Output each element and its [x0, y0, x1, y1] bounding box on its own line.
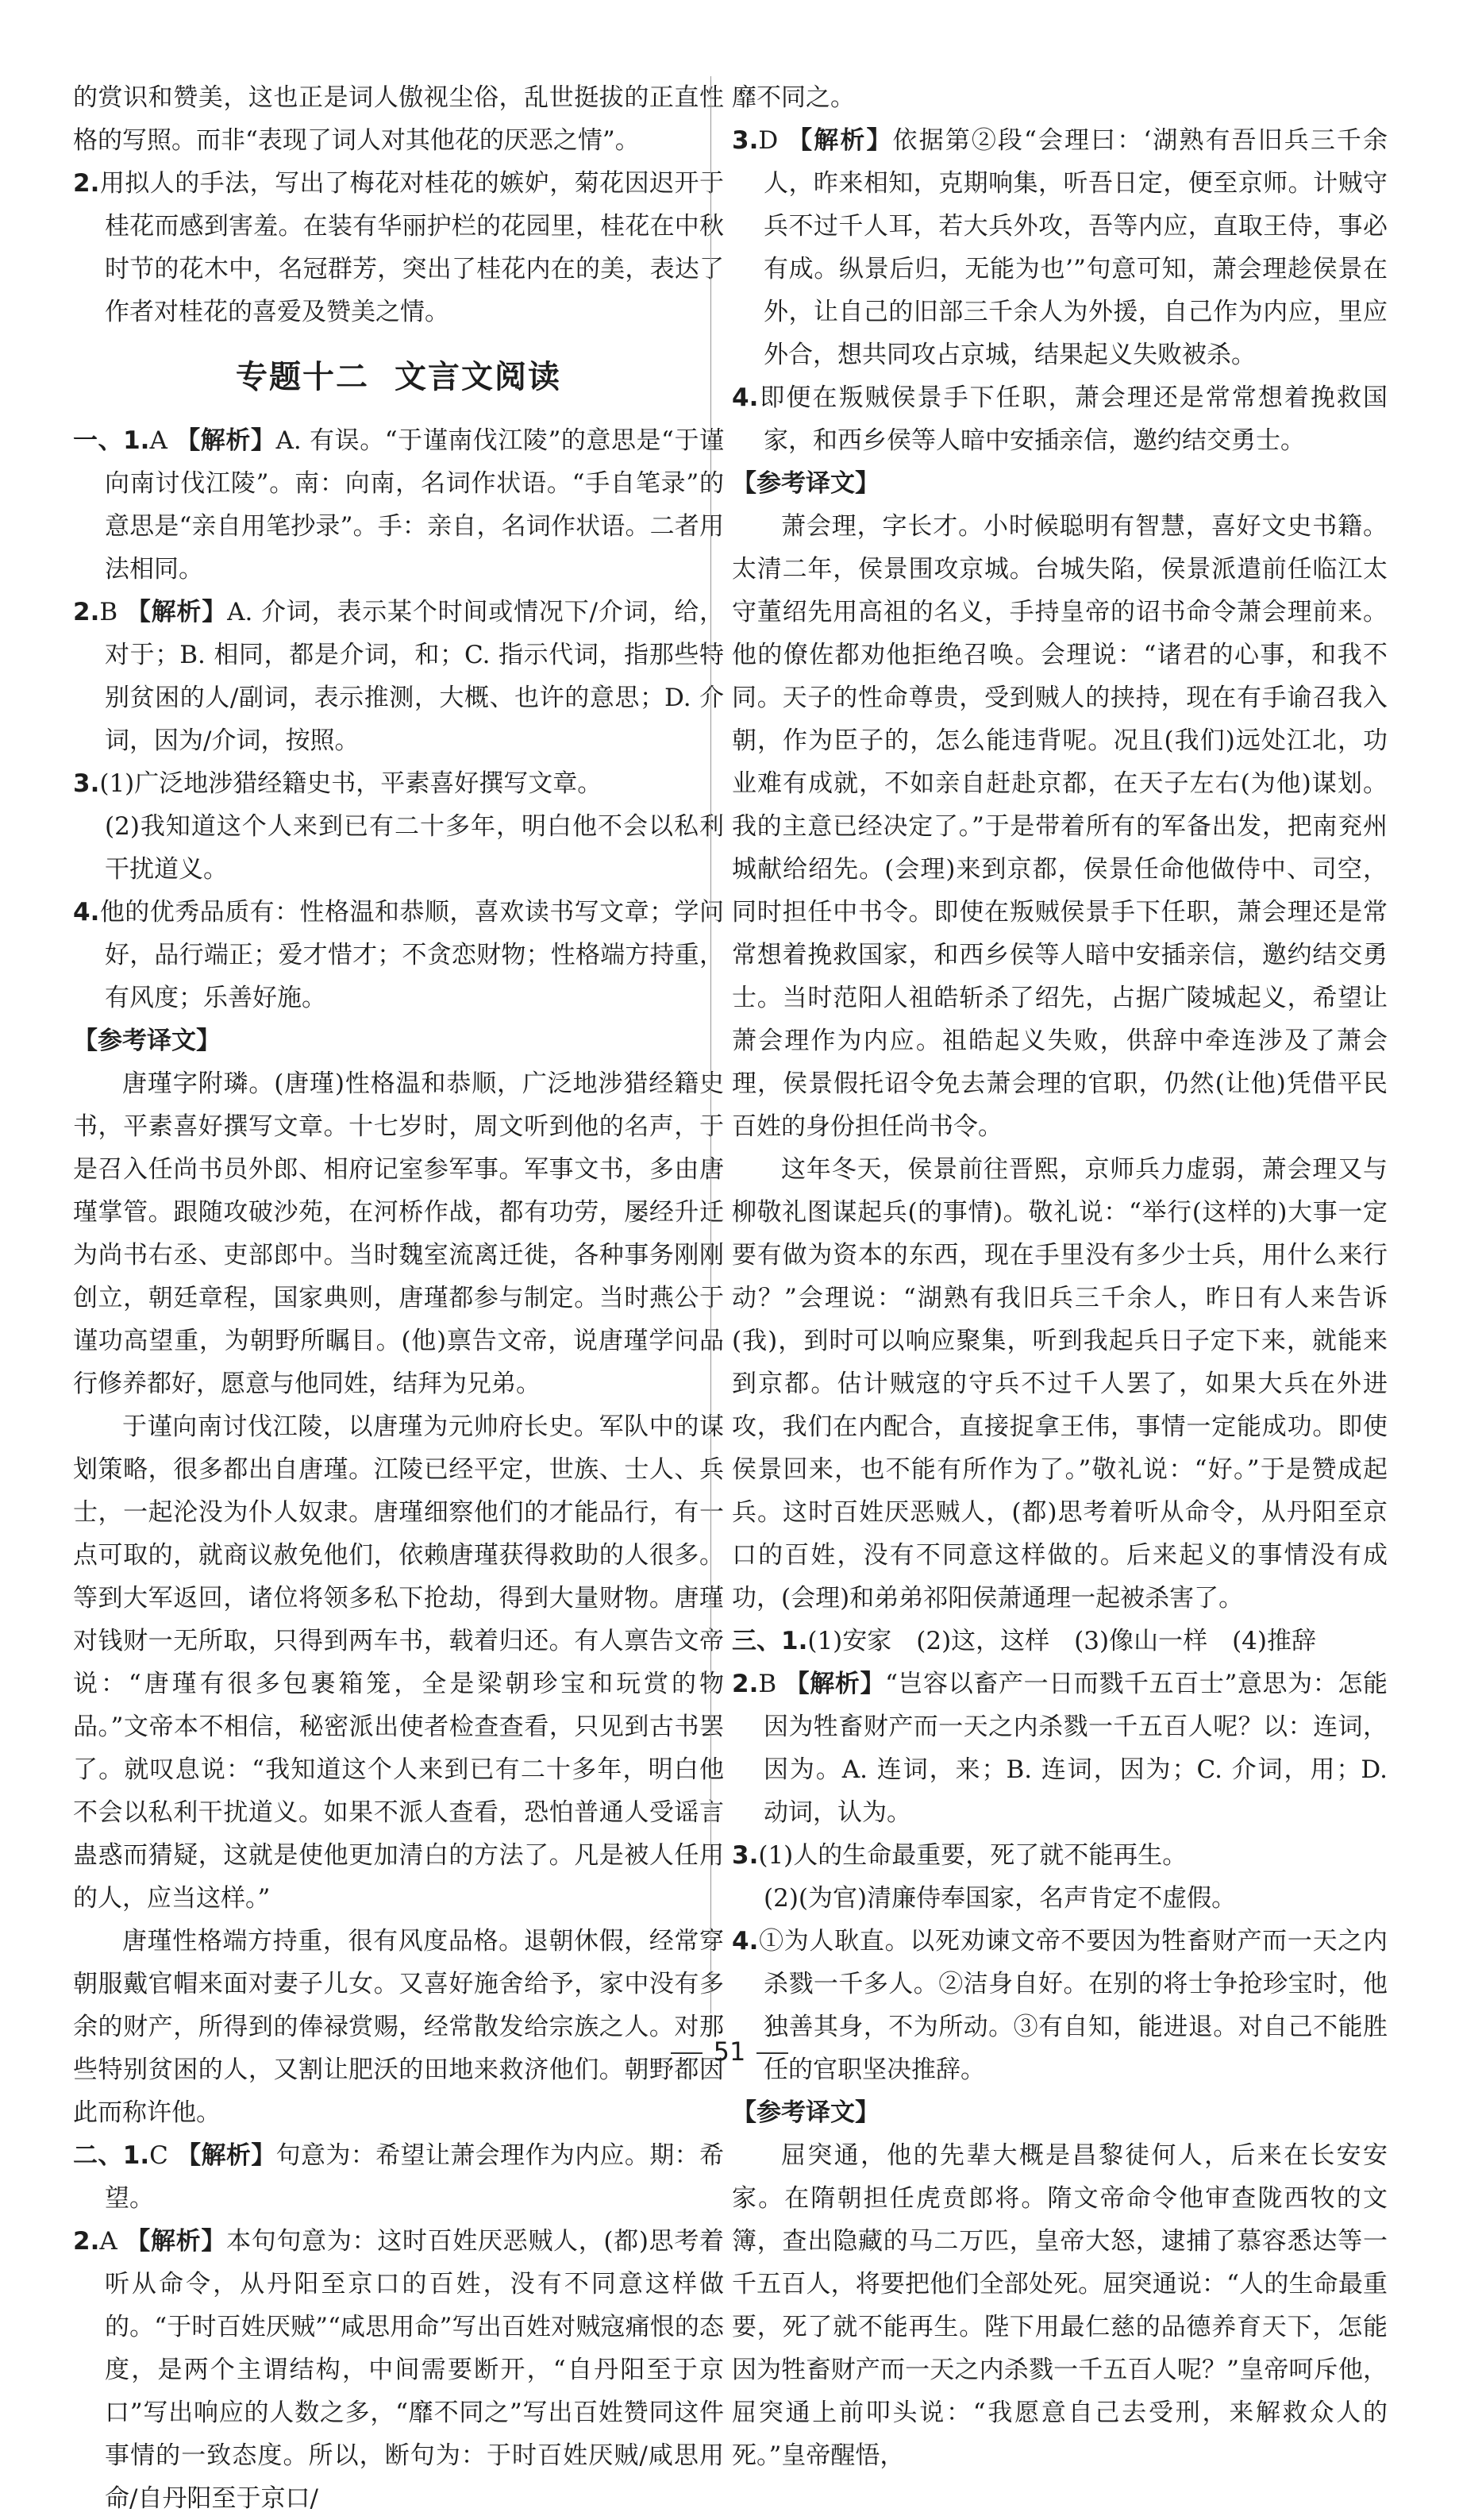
answer-choice: A — [149, 426, 167, 455]
continued-answer-text: 靡不同之。 — [732, 83, 855, 112]
answer-text: 即便在叛贼侯景手下任职，萧会理还是常常想着挽救国家，和西乡侯等人暗中安插亲信，邀约结交勇士。 — [758, 383, 1388, 455]
reference-translation-title: 【参考译文】 — [732, 469, 880, 498]
analysis-tag: 【解析】 — [784, 1670, 886, 1698]
item-number: 二、1. — [73, 2141, 150, 2170]
answer-choice: B — [758, 1670, 777, 1698]
reference-translation-title: 【参考译文】 — [73, 1027, 221, 1055]
answer-item — [732, 1620, 1388, 1663]
item-number: 3. — [73, 769, 100, 798]
answer-subitem: (2)(为官)清廉侍奉国家，名声肯定不虚假。 — [764, 1884, 1237, 1913]
item-number: 4. — [732, 383, 759, 412]
answer-item — [732, 1663, 1388, 1834]
page-number-dash — [671, 2052, 703, 2054]
answer-choice: B — [99, 598, 118, 626]
section-title-topic: 文言文阅读 — [395, 359, 561, 395]
answer-text: (1)人的生命最重要，死了就不能再生。 — [758, 1841, 1188, 1870]
answer-item — [73, 2220, 724, 2520]
section-title — [73, 356, 724, 399]
reference-translation-title: 【参考译文】 — [732, 2098, 880, 2127]
answer-text: 他的优秀品质有：性格温和恭顺，喜欢读书写文章；学问好，品行端正；爱才惜才；不贪恋财物；性格端方持重，有风度；乐善好施。 — [99, 898, 724, 1012]
answer-text: (1)安家 (2)这，这样 (3)像山一样 (4)推辞 — [807, 1627, 1317, 1655]
translation-paragraph: 唐瑾字附璘。(唐瑾)性格温和恭顺，广泛地涉猎经籍史书，平素喜好撰写文章。十七岁时，周文听到他的名声，于是召入任尚书员外郎、相府记室参军事。军事文书，多由唐瑾掌管。跟随攻破沙苑，在河桥作战，都有功劳，屡经升迁为尚书右丞、吏部郎中。当时魏室流离迁徙，各种事务刚刚创立，朝廷章程，国家典则，唐瑾都参与制定。当时燕公于谨功高望重，为朝野所瞩目。(他)禀告文帝，说唐瑾学问品行修养都好，愿意与他同姓，结拜为兄弟。 — [73, 1069, 724, 1398]
answer-text: ①为人耿直。以死劝谏文帝不要因为牲畜财产而一天之内杀戮一千多人。②洁身自好。在别的将士争抢珍宝时，他独善其身，不为所动。③有自知，能进退。对自己不能胜任的官职坚决推辞。 — [758, 1927, 1388, 2084]
answer-item — [73, 419, 724, 591]
item-number: 2. — [73, 598, 100, 626]
analysis-tag: 【解析】 — [125, 2227, 227, 2256]
answer-text: 用拟人的手法，写出了梅花对桂花的嫉妒，菊花因迟开于桂花而感到害羞。在装有华丽护栏的花园里，桂花在中秋时节的花木中，名冠群芳，突出了桂花内在的美，表达了作者对桂花的喜爱及赞美之情。 — [99, 169, 724, 326]
answer-item — [73, 891, 724, 1019]
answer-text: 本句句意为：这时百姓厌恶贼人，(都)思考着听从命令，从丹阳至京口的百姓，没有不同意这样做的。“于时百姓厌贼”“咸思用命”写出百姓对贼寇痛恨的态度，是两个主谓结构，中间需要断开，“自丹阳至于京口”写出响应的人数之多，“靡不同之”写出百姓赞同这件事情的一致态度。所以，断句为：于时百姓厌贼/咸思用命/自丹阳至于京口/ — [105, 2227, 725, 2513]
page-number — [0, 2036, 1459, 2067]
item-number: 3. — [732, 1841, 759, 1870]
translation-paragraph: 屈突通，他的先辈大概是昌黎徒何人，后来在长安安家。在隋朝担任虎贲郎将。隋文帝命令他审查陇西牧的文簿，查出隐藏的马二万匹，皇帝大怒，逮捕了慕容悉达等一千五百人，将要把他们全部处死。屈突通说：“人的生命最重要，死了就不能再生。陛下用最仁慈的品德养育天下，怎能因为牲畜财产而一天之内杀戮一千五百人呢？”皇帝呵斥他，屈突通上前叩头说：“我愿意自己去受刑，来解救众人的死。”皇帝醒悟， — [732, 2141, 1388, 2470]
translation-paragraph: 萧会理，字长才。小时候聪明有智慧，喜好文史书籍。太清二年，侯景围攻京城。台城失陷，侯景派遣前任临江太守董绍先用高祖的名义，手持皇帝的诏书命令萧会理前来。他的僚佐都劝他拒绝召唤。会理说：“诸君的心事，和我不同。天子的性命尊贵，受到贼人的挟持，现在有手谕召我入朝，作为臣子的，怎么能违背呢。况且(我们)远处江北，功业难有成就，不如亲自赶赴京都，在天子左右(为他)谋划。我的主意已经决定了。”于是带着所有的军备出发，把南兖州城献给绍先。(会理)来到京都，侯景任命他做侍中、司空，同时担任中书令。即使在叛贼侯景手下任职，萧会理还是常常想着挽救国家，和西乡侯等人暗中安插亲信，邀约结交勇士。当时范阳人祖皓斩杀了绍先，占据广陵城起义，希望让萧会理作为内应。祖皓起义失败，供辞中牵连涉及了萧会理，侯景假托诏令免去萧会理的官职，仍然(让他)凭借平民百姓的身份担任尚书令。 — [732, 512, 1388, 1141]
page-number-dash — [756, 2052, 788, 2054]
continued-answer-text: 的赏识和赞美，这也正是词人傲视尘俗，乱世挺拔的正直性格的写照。而非“表现了词人对其他花的厌恶之情”。 — [73, 83, 724, 155]
translation-paragraph: 唐瑾性格端方持重，很有风度品格。退朝休假，经常穿朝服戴官帽来面对妻子儿女。又喜好施舍给予，家中没有多余的财产，所得到的俸禄赏赐，经常散发给宗族之人。对那些特别贫困的人，又割让肥沃的田地来救济他们。朝野都因此而称许他。 — [73, 1927, 724, 2127]
answer-text: A. 介词，表示某个时间或情况下/介词，给，对于；B. 相同，都是介词，和；C. 指示代词，指那些特别贫困的人/副词，表示推测，大概、也许的意思；D. 介词，因为/介词，按照。 — [105, 598, 725, 755]
answer-item — [732, 119, 1388, 376]
answer-text: A. 有误。“于谨南伐江陵”的意思是“于谨向南讨伐江陵”。南：向南，名词作状语。“手自笔录”的意思是“亲自用笔抄录”。手：亲自，名词作状语。二者用法相同。 — [105, 426, 724, 584]
analysis-tag: 【解析】 — [125, 598, 228, 626]
answer-item — [73, 591, 724, 762]
item-number: 2. — [73, 169, 100, 198]
answer-choice: A — [99, 2227, 117, 2256]
answer-text: 依据第②段“会理曰：‘湖熟有吾旧兵三千余人，昨来相知，克期响集，听吾日定，便至京师。计贼守兵不过千人耳，若大兵外攻，吾等内应，直取王侍，事必有成。纵景后归，无能为也’”句意可知，萧会理趁侯景在外，让自己的旧部三千余人为外援，自己作为内应，里应外合，想共同攻占京城，结果起义失败被杀。 — [764, 126, 1388, 369]
answer-item — [73, 2134, 724, 2220]
answer-item — [732, 376, 1388, 462]
answer-subitem: (2)我知道这个人来到已有二十多年，明白他不会以私利干扰道义。 — [105, 812, 724, 884]
item-number: 2. — [732, 1670, 759, 1698]
left-column — [73, 76, 724, 2520]
item-number: 2. — [73, 2227, 100, 2256]
page-number-value: 51 — [713, 2036, 746, 2067]
right-column — [732, 76, 1388, 2477]
analysis-tag: 【解析】 — [175, 426, 276, 455]
answer-text: (1)广泛地涉猎经籍史书，平素喜好撰写文章。 — [99, 769, 602, 798]
analysis-tag: 【解析】 — [176, 2141, 276, 2170]
item-number: 4. — [732, 1927, 759, 1956]
translation-paragraph: 于谨向南讨伐江陵，以唐瑾为元帅府长史。军队中的谋划策略，很多都出自唐瑾。江陵已经平定，世族、士人、兵士，一起沦没为仆人奴隶。唐瑾细察他们的才能品行，有一点可取的，就商议赦免他们，依赖唐瑾获得救助的人很多。等到大军返回，诸位将领多私下抢劫，得到大量财物。唐瑾对钱财一无所取，只得到两车书，载着归还。有人禀告文帝说：“唐瑾有很多包裹箱笼，全是梁朝珍宝和玩赏的物品。”文帝本不相信，秘密派出使者检查查看，只见到古书罢了。就叹息说：“我知道这个人来到已有二十多年，明白他不会以私利干扰道义。如果不派人查看，恐怕普通人受谣言蛊惑而猜疑，这就是使他更加清白的方法了。凡是被人任用的人，应当这样。” — [73, 1412, 724, 1913]
item-number: 三、1. — [732, 1627, 808, 1655]
section-title-label: 专题十二 — [236, 359, 369, 395]
column-divider — [710, 76, 711, 2013]
analysis-tag: 【解析】 — [787, 126, 893, 155]
answer-text: 句意为：希望让萧会理作为内应。期：希望。 — [105, 2141, 724, 2213]
answer-choice: D — [758, 126, 779, 155]
answer-item — [732, 1834, 1388, 1877]
answer-choice: C — [149, 2141, 168, 2170]
answer-text: “岂容以畜产一日而戮千五百士”意思为：怎能因为牲畜财产而一天之内杀戮一千五百人呢？以：连词，因为。A. 连词，来；B. 连词，因为；C. 介词，用；D. 动词，认为。 — [764, 1670, 1388, 1827]
item-number: 4. — [73, 898, 100, 927]
translation-paragraph: 这年冬天，侯景前往晋熙，京师兵力虚弱，萧会理又与柳敬礼图谋起兵(的事情)。敬礼说：“举行(这样的)大事一定要有做为资本的东西，现在手里没有多少士兵，用什么来行动？”会理说：“湖熟有我旧兵三千余人，昨日有人来告诉(我)，到时可以响应聚集，听到我起兵日子定下来，就能来到京都。估计贼寇的守兵不过千人罢了，如果大兵在外进攻，我们在内配合，直接捉拿王伟，事情一定能成功。即使侯景回来，也不能有所作为了。”敬礼说：“好。”于是赞成起兵。这时百姓厌恶贼人，(都)思考着听从命令，从丹阳至京口的百姓，没有不同意这样做的。后来起义的事情没有成功，(会理)和弟弟祁阳侯萧通理一起被杀害了。 — [732, 1155, 1388, 1613]
answer-item — [73, 162, 724, 333]
item-number: 3. — [732, 126, 759, 155]
answer-item — [73, 762, 724, 805]
item-number: 一、1. — [73, 426, 150, 455]
